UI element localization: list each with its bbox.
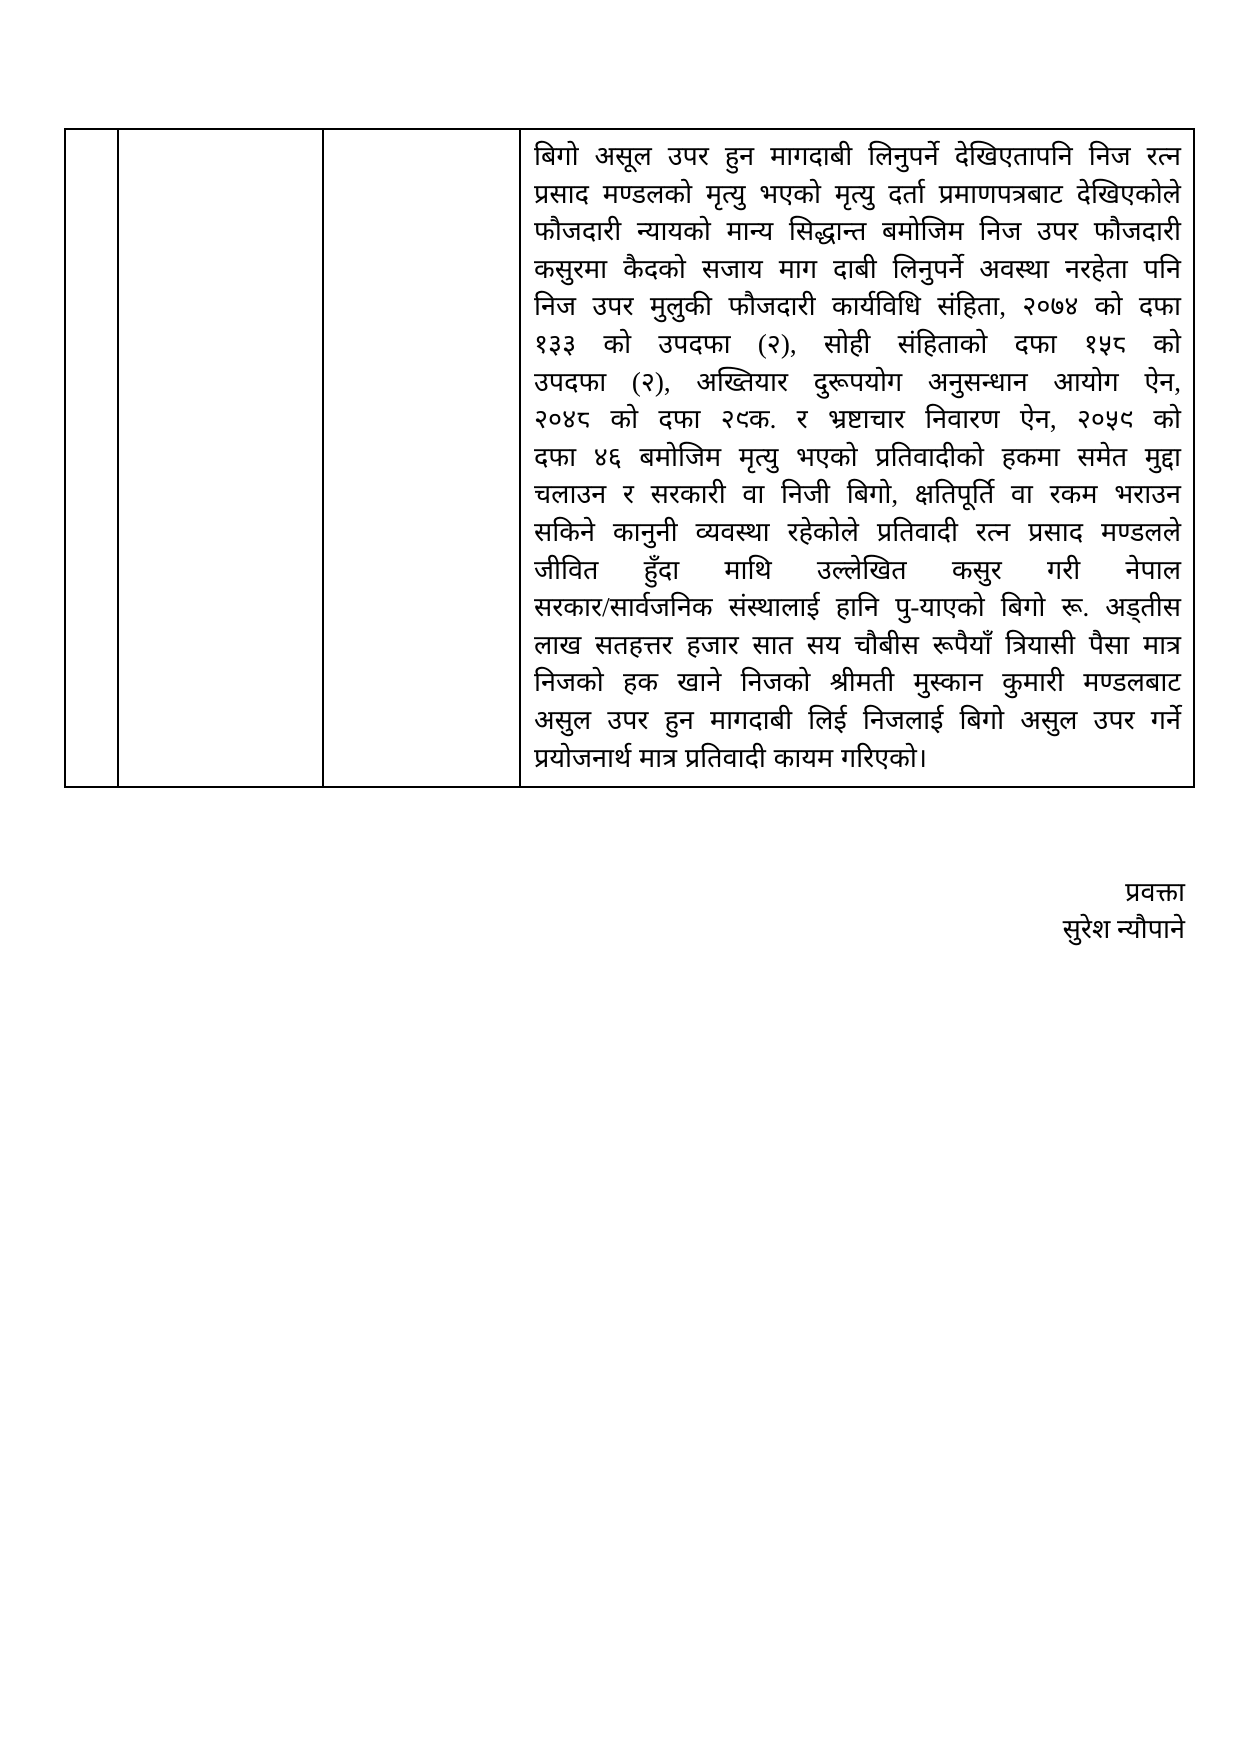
text-line: निजको हक खाने निजको श्रीमती मुस्कान कुमारी मण्डलबाट <box>534 667 1181 698</box>
text-line: बिगो असूल उपर हुन मागदाबी लिनुपर्ने देखिएतापनि निज रत्न <box>534 141 1181 171</box>
table-cell-third <box>324 130 521 786</box>
text-line: चलाउन र सरकारी वा निजी बिगो, क्षतिपूर्ति वा रकम भराउन <box>534 479 1181 510</box>
text-line: सकिने कानुनी व्यवस्था रहेकोले प्रतिवादी रत्न प्रसाद मण्डलले <box>534 516 1181 547</box>
signature-block <box>1063 874 1185 948</box>
text-line: कसुरमा कैदको सजाय माग दाबी लिनुपर्ने अवस्था नरहेता पनि <box>534 253 1181 284</box>
signature-name: सुरेश न्यौपाने <box>1062 914 1185 944</box>
text-line: फौजदारी न्यायको मान्य सिद्धान्त बमोजिम निज उपर फौजदारी <box>534 216 1181 247</box>
text-line: प्रसाद मण्डलको मृत्यु भएको मृत्यु दर्ता प्रमाणपत्रबाट देखिएकोले <box>534 178 1181 209</box>
text-line: २०४८ को दफा २९क. र भ्रष्टाचार निवारण ऐन, २०५९ को <box>534 404 1181 435</box>
claim-paragraph <box>534 138 1181 777</box>
text-line: उपदफा (२), अख्तियार दुरूपयोग अनुसन्धान आयोग ऐन, <box>534 366 1181 397</box>
table-cell-claim-details <box>521 130 1193 786</box>
text-line: निज उपर मुलुकी फौजदारी कार्यविधि संहिता, २०७४ को दफा <box>534 291 1181 322</box>
signature-title: प्रवक्ता <box>1125 877 1185 907</box>
text-line: लाख सतहत्तर हजार सात सय चौबीस रूपैयाँ त्रियासी पैसा मात्र <box>534 629 1181 660</box>
table-cell-second <box>119 130 324 786</box>
text-line: दफा ४६ बमोजिम मृत्यु भएको प्रतिवादीको हकमा समेत मुद्दा <box>534 441 1181 472</box>
text-line: जीवित हुँदा माथि उल्लेखित कसुर गरी नेपाल <box>534 554 1181 585</box>
text-line: असुल उपर हुन मागदाबी लिई निजलाई बिगो असुल उपर गर्ने <box>534 704 1181 735</box>
text-line: १३३ को उपदफा (२), सोही संहिताको दफा १५८ को <box>534 328 1181 359</box>
case-details-table <box>64 128 1195 788</box>
text-line: प्रयोजनार्थ मात्र प्रतिवादी कायम गरिएको। <box>534 742 928 773</box>
text-line: सरकार/सार्वजनिक संस्थालाई हानि पु-याएको बिगो रू. अड्तीस <box>534 592 1181 623</box>
table-cell-serial <box>66 130 119 786</box>
